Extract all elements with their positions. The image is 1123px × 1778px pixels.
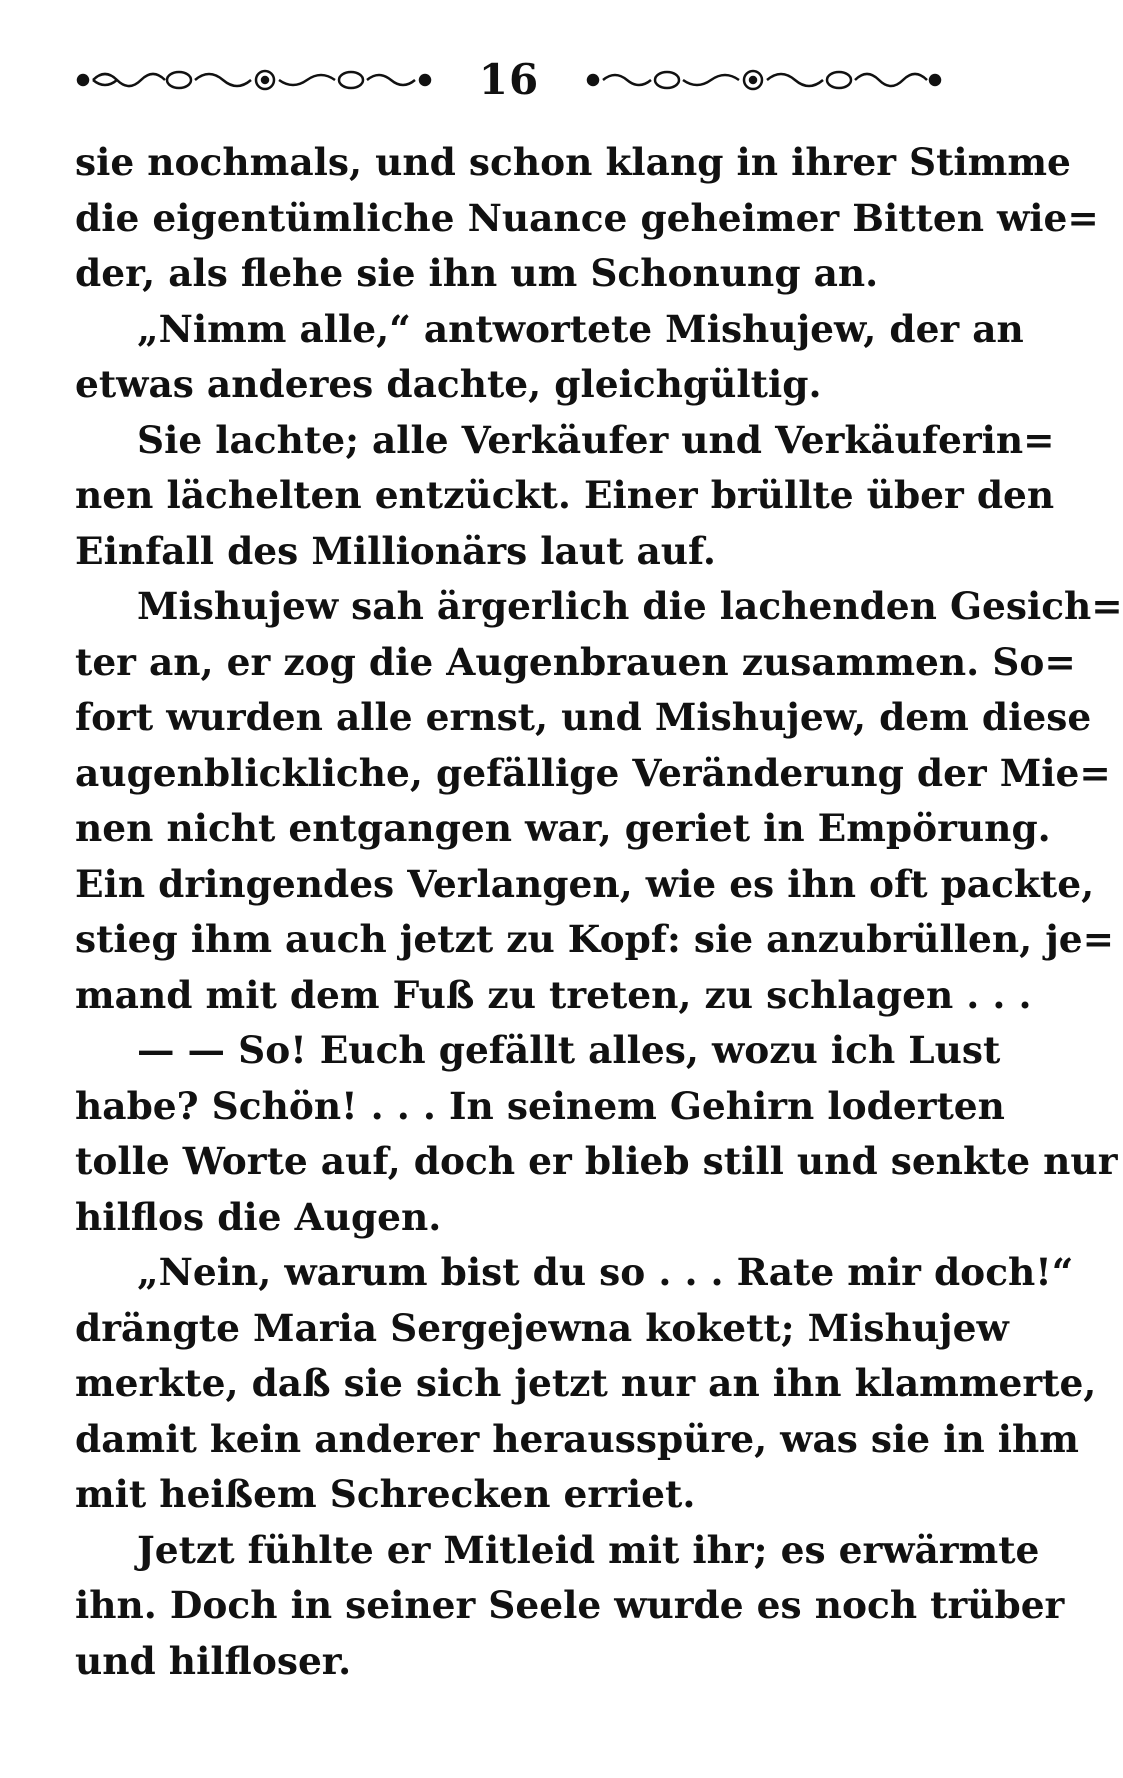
text-line: etwas anderes dachte, gleichgültig. <box>75 362 822 406</box>
text-line: Sie lachte; alle Verkäufer und Verkäuferin= <box>137 417 1055 462</box>
text-line: „Nimm alle,“ antwortete Mishujew, der an <box>137 306 1024 351</box>
text-line: habe? Schön! . . . In seinem Gehirn loderten <box>75 1083 1005 1128</box>
text-line: — — So! Euch gefällt alles, wozu ich Lust <box>137 1028 1001 1072</box>
text-line: Mishujew sah ärgerlich die lachenden Gesich= <box>137 584 1123 628</box>
text-line: Einfall des Millionärs laut auf. <box>75 528 716 573</box>
body-text <box>75 135 1123 1689</box>
page-number: 16 <box>478 55 540 104</box>
text-line: Ein dringendes Verlangen, wie es ihn oft packte, <box>75 861 1095 906</box>
text-line: mit heißem Schrecken erriet. <box>75 1472 696 1516</box>
text-line: mand mit dem Fuß zu treten, zu schlagen . . . <box>75 972 1032 1017</box>
text-line: ihn. Doch in seiner Seele wurde es noch trüber <box>75 1583 1065 1627</box>
text-line: merkte, daß sie sich jetzt nur an ihn klammerte, <box>75 1361 1097 1405</box>
text-line: fort wurden alle ernst, und Mishujew, dem diese <box>75 695 1092 739</box>
text-line: die eigentümliche Nuance geheimer Bitten wie= <box>75 195 1099 240</box>
text-line: und hilfloser. <box>75 1638 352 1683</box>
page-header <box>75 48 943 112</box>
ornament-left-icon <box>75 65 435 95</box>
text-line: „Nein, warum bist du so . . . Rate mir doch!“ <box>137 1250 1074 1294</box>
text-line: sie nochmals, und schon klang in ihrer Stimme <box>75 140 1071 184</box>
text-line: ter an, er zog die Augenbrauen zusammen. So= <box>75 639 1076 684</box>
text-line: damit kein anderer herausspüre, was sie in ihm <box>75 1416 1079 1461</box>
text-line: hilflos die Augen. <box>75 1194 442 1239</box>
text-line: drängte Maria Sergejewna kokett; Mishujew <box>75 1305 1009 1350</box>
text-line: nen lächelten entzückt. Einer brüllte über den <box>75 473 1055 517</box>
text-line: der, als flehe sie ihn um Schonung an. <box>75 251 879 295</box>
text-line: Jetzt fühlte er Mitleid mit ihr; es erwärmte <box>137 1527 1040 1572</box>
text-line: stieg ihm auch jetzt zu Kopf: sie anzubrüllen, je= <box>75 917 1115 961</box>
text-line: nen nicht entgangen war, geriet in Empörung. <box>75 806 1051 850</box>
ornament-right-icon <box>583 65 943 95</box>
text-line: tolle Worte auf, doch er blieb still und senkte nur <box>75 1139 1118 1183</box>
text-line: augenblickliche, gefällige Veränderung der Mie= <box>75 750 1111 795</box>
